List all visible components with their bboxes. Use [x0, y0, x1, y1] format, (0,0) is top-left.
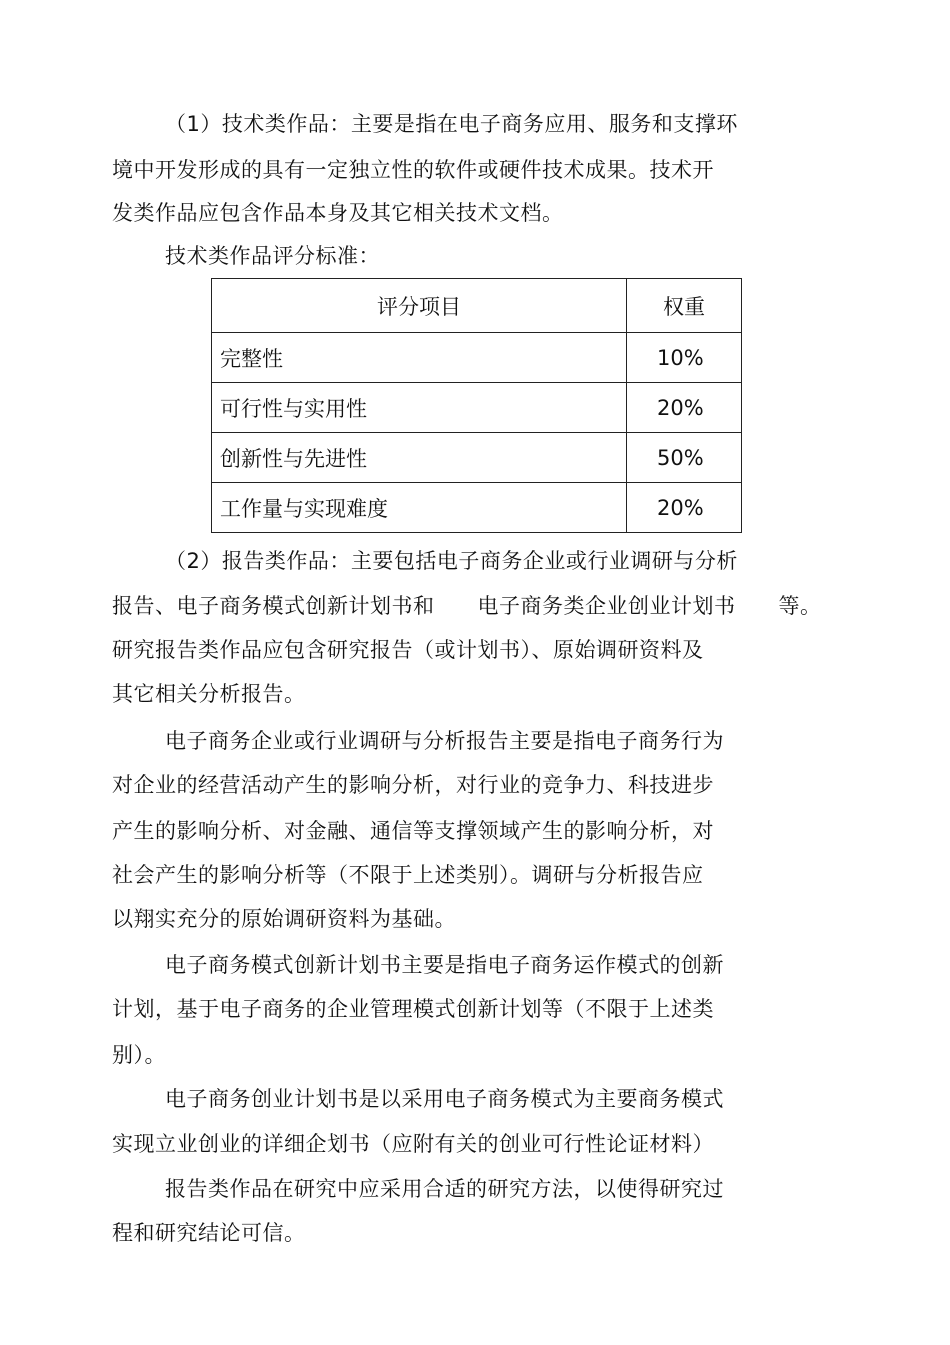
- table-row: [212, 433, 742, 483]
- startup-line-2: 实现立业创业的详细企划书（应附有关的创业可行性论证材料）: [112, 1132, 714, 1156]
- research-line-1: 电子商务企业或行业调研与分析报告主要是指电子商务行为: [165, 729, 724, 753]
- section1-line-3: 发类作品应包含作品本身及其它相关技术文档。: [112, 201, 564, 225]
- row-item: 工作量与实现难度: [212, 483, 627, 533]
- table-row: [212, 333, 742, 383]
- research-line-3: 产生的影响分析、对金融、通信等支撑领域产生的影响分析，对: [112, 819, 714, 843]
- row-item: 完整性: [212, 333, 627, 383]
- table-row: [212, 383, 742, 433]
- model-line-2: 计划，基于电子商务的企业管理模式创新计划等（不限于上述类: [112, 997, 714, 1021]
- section2-line-3: 研究报告类作品应包含研究报告（或计划书）、原始调研资料及: [112, 638, 704, 662]
- research-line-2: 对企业的经营活动产生的影响分析，对行业的竞争力、科技进步: [112, 773, 714, 797]
- row-weight: 10%: [627, 333, 742, 383]
- model-line-3: 别）。: [112, 1043, 166, 1067]
- startup-line-1: 电子商务创业计划书是以采用电子商务模式为主要商务模式: [165, 1087, 724, 1111]
- method-line-2: 程和研究结论可信。: [112, 1221, 306, 1245]
- header-item: 评分项目: [212, 279, 627, 333]
- model-line-1: 电子商务模式创新计划书主要是指电子商务运作模式的创新: [165, 953, 724, 977]
- criteria-label: 技术类作品评分标准：: [165, 244, 380, 268]
- row-weight: 20%: [627, 383, 742, 433]
- scoring-table: [211, 278, 742, 533]
- row-weight: 20%: [627, 483, 742, 533]
- section2-line-1: （2）报告类作品：主要包括电子商务企业或行业调研与分析: [165, 549, 738, 573]
- table-header-row: [212, 279, 742, 333]
- table-row: [212, 483, 742, 533]
- row-item: 创新性与先进性: [212, 433, 627, 483]
- method-line-1: 报告类作品在研究中应采用合适的研究方法，以使得研究过: [165, 1177, 724, 1201]
- section1-line-1: （1）技术类作品：主要是指在电子商务应用、服务和支撑环: [165, 112, 738, 136]
- section1-line-2: 境中开发形成的具有一定独立性的软件或硬件技术成果。技术开: [112, 158, 714, 182]
- research-line-5: 以翔实充分的原始调研资料为基础。: [112, 907, 456, 931]
- research-line-4: 社会产生的影响分析等（不限于上述类别）。调研与分析报告应: [112, 863, 704, 887]
- row-item: 可行性与实用性: [212, 383, 627, 433]
- section2-line-2: 报告、电子商务模式创新计划书和 电子商务类企业创业计划书 等。: [112, 594, 822, 618]
- section2-line-4: 其它相关分析报告。: [112, 682, 306, 706]
- header-weight: 权重: [627, 279, 742, 333]
- row-weight: 50%: [627, 433, 742, 483]
